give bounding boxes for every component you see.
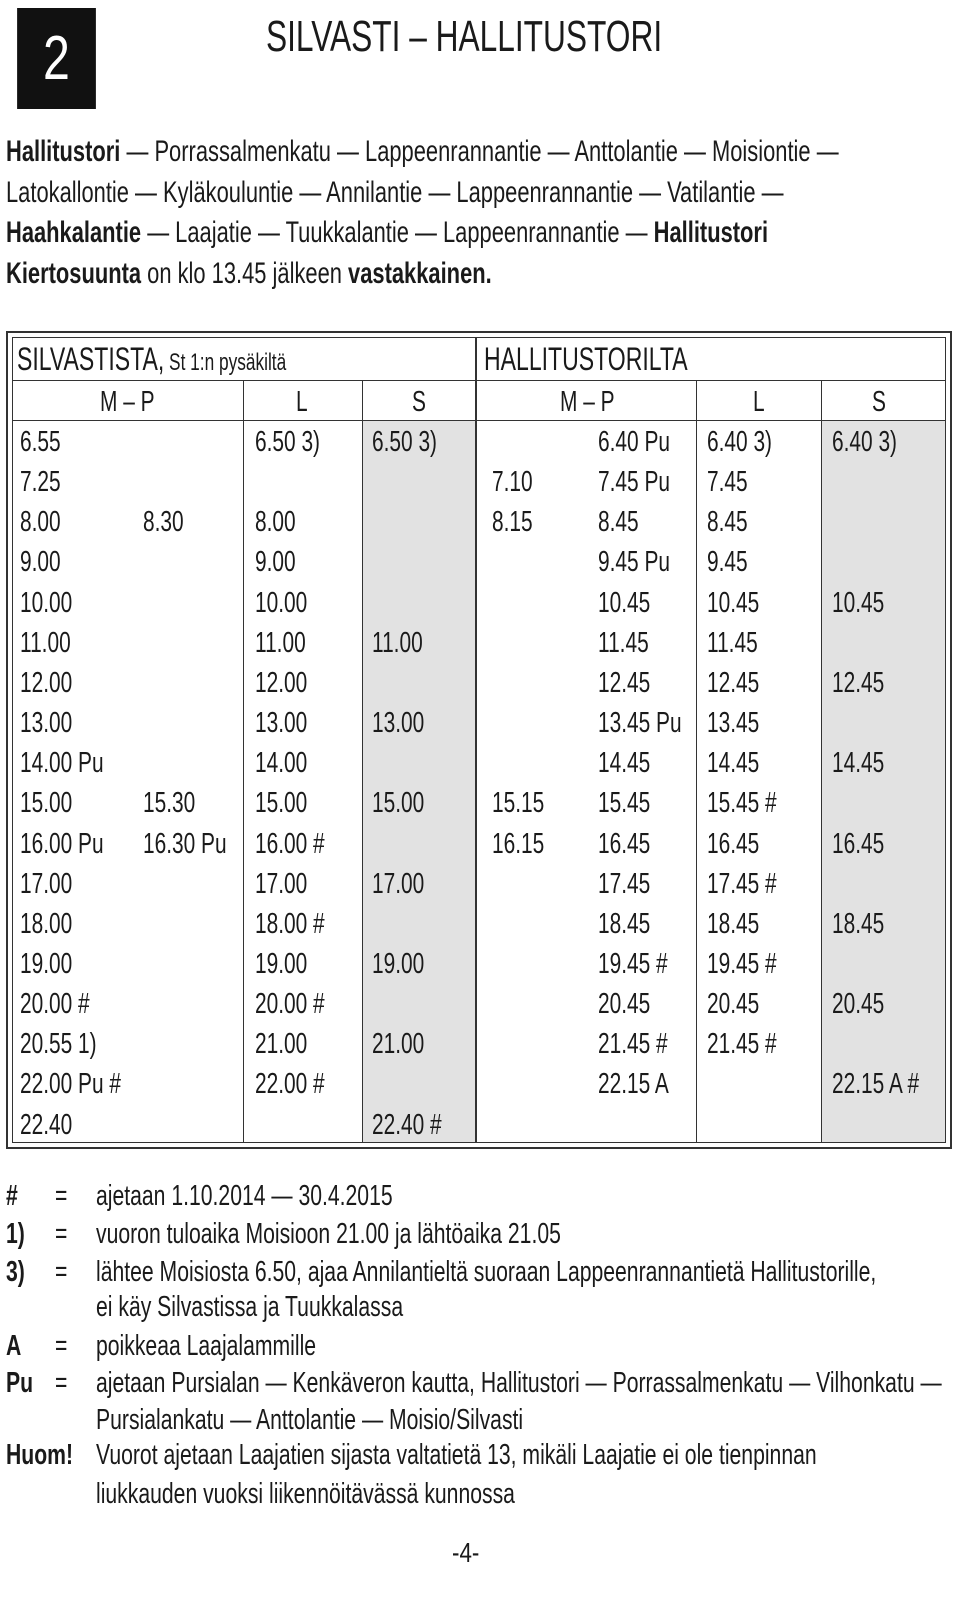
shade-halli-sunday [822,421,945,1142]
departure-time: 8.45 [598,506,639,539]
legend-text: liukkauden vuoksi liikennöitävässä kunnossa [96,1478,515,1510]
legend-key: # [6,1180,18,1212]
departure-time: 12.00 [255,666,308,699]
departure-time: 18.45 [832,907,885,940]
departure-time: 14.00 [255,747,308,780]
departure-time: 10.45 [598,586,651,619]
route-description-line [6,254,853,295]
departure-time: 22.40 # [372,1108,442,1141]
departure-time: 18.00 # [255,907,325,940]
header-divider [12,380,946,381]
departure-time: 14.00 Pu [20,747,104,780]
departure-time: 18.45 [707,907,760,940]
day-header-mp: M – P [100,386,155,418]
direction-divider [475,337,477,1143]
departure-time: 22.15 A # [832,1068,920,1101]
departure-time: 19.45 # [707,947,777,980]
legend-equals: = [55,1180,68,1212]
departure-time: 9.00 [255,546,296,579]
departure-time: 21.00 [255,1028,308,1061]
route-number-badge: 2 [17,8,96,109]
route-stops: — Porrassalmenkatu — Lappeenrannantie — Anttolantie — Moisiontie — [120,135,839,168]
route-stop-bold: vastakkainen. [348,256,492,290]
departure-time: 7.45 [707,466,748,499]
day-header-divider [12,420,946,421]
route-description-line [6,213,853,254]
silvasti-header-stop: St 1:n pysäkiltä [164,349,287,376]
col-divider [696,381,697,1143]
route-stop-bold: Hallitustori [6,135,121,168]
departure-time: 10.00 [255,586,308,619]
day-header-l: L [753,386,765,418]
departure-time: 19.00 [255,947,308,980]
route-title: SILVASTI – HALLITUSTORI [266,12,663,61]
departure-time: 14.45 [598,747,651,780]
departure-time: 16.45 [707,827,760,860]
departure-time: 16.45 [832,827,885,860]
page-number: -4- [452,1537,480,1568]
departure-time: 16.00 # [255,827,325,860]
departure-time: 13.45 Pu [598,707,682,740]
silvasti-header-main: SILVASTISTA, [17,341,165,377]
departure-time: 13.00 [372,707,425,740]
legend-equals: = [55,1367,68,1399]
departure-time: 9.45 Pu [598,546,670,579]
legend-key: A [6,1330,22,1362]
departure-time: 6.50 3) [255,426,321,458]
departure-time: 11.00 [20,626,71,659]
day-header-mp: M – P [560,386,615,418]
departure-time: 17.00 [255,867,308,900]
departure-time: 13.45 [707,707,760,740]
departure-time: 6.55 [20,426,61,458]
departure-time: 15.30 [143,787,196,820]
legend-text: ei käy Silvastissa ja Tuukkalassa [96,1291,404,1323]
departure-time: 18.00 [20,907,73,940]
departure-time: 14.45 [707,747,760,780]
departure-time: 8.30 [143,506,184,539]
departure-time: 20.00 # [255,988,325,1021]
departure-time: 11.45 [598,626,649,659]
route-stops: Latokallontie — Kyläkouluntie — Annilantie — Lappeenrannantie — Vatilantie — [6,175,784,209]
departure-time: 15.45 [598,787,651,820]
departure-time: 19.45 # [598,947,668,980]
departure-time: 16.00 Pu [20,827,104,860]
route-stops: on klo 13.45 jälkeen [141,256,349,290]
departure-time: 12.45 [707,666,760,699]
legend-equals: = [55,1218,68,1250]
departure-time: 15.00 [255,787,308,820]
departure-time: 7.45 Pu [598,466,670,499]
departure-time: 22.00 Pu # [20,1068,122,1101]
route-stop-bold: Hallitustori [653,216,769,249]
route-stop-bold: Haahkalantie [6,216,142,249]
departure-time: 11.45 [707,626,758,659]
departure-time: 16.45 [598,827,651,860]
route-stops: — Laajatie — Tuukkalantie — Lappeenrannantie — [141,216,654,249]
departure-time: 15.45 # [707,787,777,820]
departure-time: 6.40 3) [832,426,898,458]
legend-text: Pursialankatu — Anttolantie — Moisio/Silvasti [96,1404,524,1436]
legend-text: lähtee Moisiosta 6.50, ajaa Annilantieltä suoraan Lappeenrannantietä Hallitustorille, [96,1256,877,1288]
departure-time: 10.45 [832,586,885,619]
departure-time: 20.45 [707,988,760,1021]
departure-time: 7.25 [20,466,61,499]
departure-time: 20.00 # [20,988,90,1021]
legend-text: vuoron tuloaika Moisioon 21.00 ja lähtöaika 21.05 [96,1218,561,1250]
departure-time: 20.45 [598,988,651,1021]
col-divider [243,381,244,1143]
col-divider [821,381,822,1143]
departure-time: 17.45 [598,867,651,900]
legend-key: 3) [6,1256,25,1288]
departure-time: 10.45 [707,586,760,619]
departure-time: 12.00 [20,666,73,699]
departure-time: 21.45 # [598,1028,668,1061]
departure-time: 15.00 [20,787,73,820]
hallitustori-direction-header: HALLITUSTORILTA [484,341,688,377]
departure-time: 6.40 Pu [598,426,670,458]
departure-time: 14.45 [832,747,885,780]
route-description-line [6,173,853,214]
timetable [12,337,946,1143]
departure-time: 12.45 [598,666,651,699]
departure-time: 11.00 [372,626,423,659]
departure-time: 10.00 [20,586,73,619]
departure-time: 16.30 Pu [143,827,227,860]
departure-time: 19.00 [20,947,73,980]
day-header-s: S [412,386,426,418]
departure-time: 15.15 [492,787,545,820]
departure-time: 13.00 [255,707,308,740]
departure-time: 22.00 # [255,1068,325,1101]
legend-key: 1) [6,1218,25,1250]
departure-time: 8.00 [20,506,61,539]
departure-time: 18.45 [598,907,651,940]
col-divider [362,381,363,1143]
departure-time: 20.55 1) [20,1028,97,1061]
departure-time: 20.45 [832,988,885,1021]
departure-time: 8.00 [255,506,296,539]
departure-time: 8.45 [707,506,748,539]
legend-equals: = [55,1330,68,1362]
departure-time: 11.00 [255,626,306,659]
legend-text: ajetaan 1.10.2014 — 30.4.2015 [96,1180,393,1212]
departure-time: 22.40 [20,1108,73,1141]
legend-text: poikkeaa Laajalammille [96,1330,317,1362]
route-description [6,132,853,294]
legend-text: Vuorot ajetaan Laajatien sijasta valtatietä 13, mikäli Laajatie ei ole tienpinnan [96,1439,817,1471]
departure-time: 21.45 # [707,1028,777,1061]
departure-time: 6.50 3) [372,426,438,458]
route-stop-bold: Kiertosuunta [6,256,142,290]
departure-time: 9.00 [20,546,61,579]
route-description-line [6,132,853,173]
departure-time: 22.15 A [598,1068,669,1101]
legend-text: ajetaan Pursialan — Kenkäveron kautta, Hallitustori — Porrassalmenkatu — Vilhonkatu — [96,1367,942,1399]
departure-time: 16.15 [492,827,545,860]
legend-equals: = [55,1256,68,1288]
departure-time: 17.00 [372,867,425,900]
departure-time: 6.40 3) [707,426,773,458]
day-header-s: S [872,386,886,418]
departure-time: 17.00 [20,867,73,900]
departure-time: 17.45 # [707,867,777,900]
legend-key: Huom! [6,1439,74,1471]
departure-time: 13.00 [20,707,73,740]
departure-time: 9.45 [707,546,748,579]
departure-time: 8.15 [492,506,533,539]
departure-time: 15.00 [372,787,425,820]
departure-time: 7.10 [492,466,533,499]
departure-time: 19.00 [372,947,425,980]
departure-time: 21.00 [372,1028,425,1061]
silvasti-direction-header [17,342,286,380]
legend-key: Pu [6,1367,34,1399]
departure-time: 12.45 [832,666,885,699]
day-header-l: L [296,386,308,418]
